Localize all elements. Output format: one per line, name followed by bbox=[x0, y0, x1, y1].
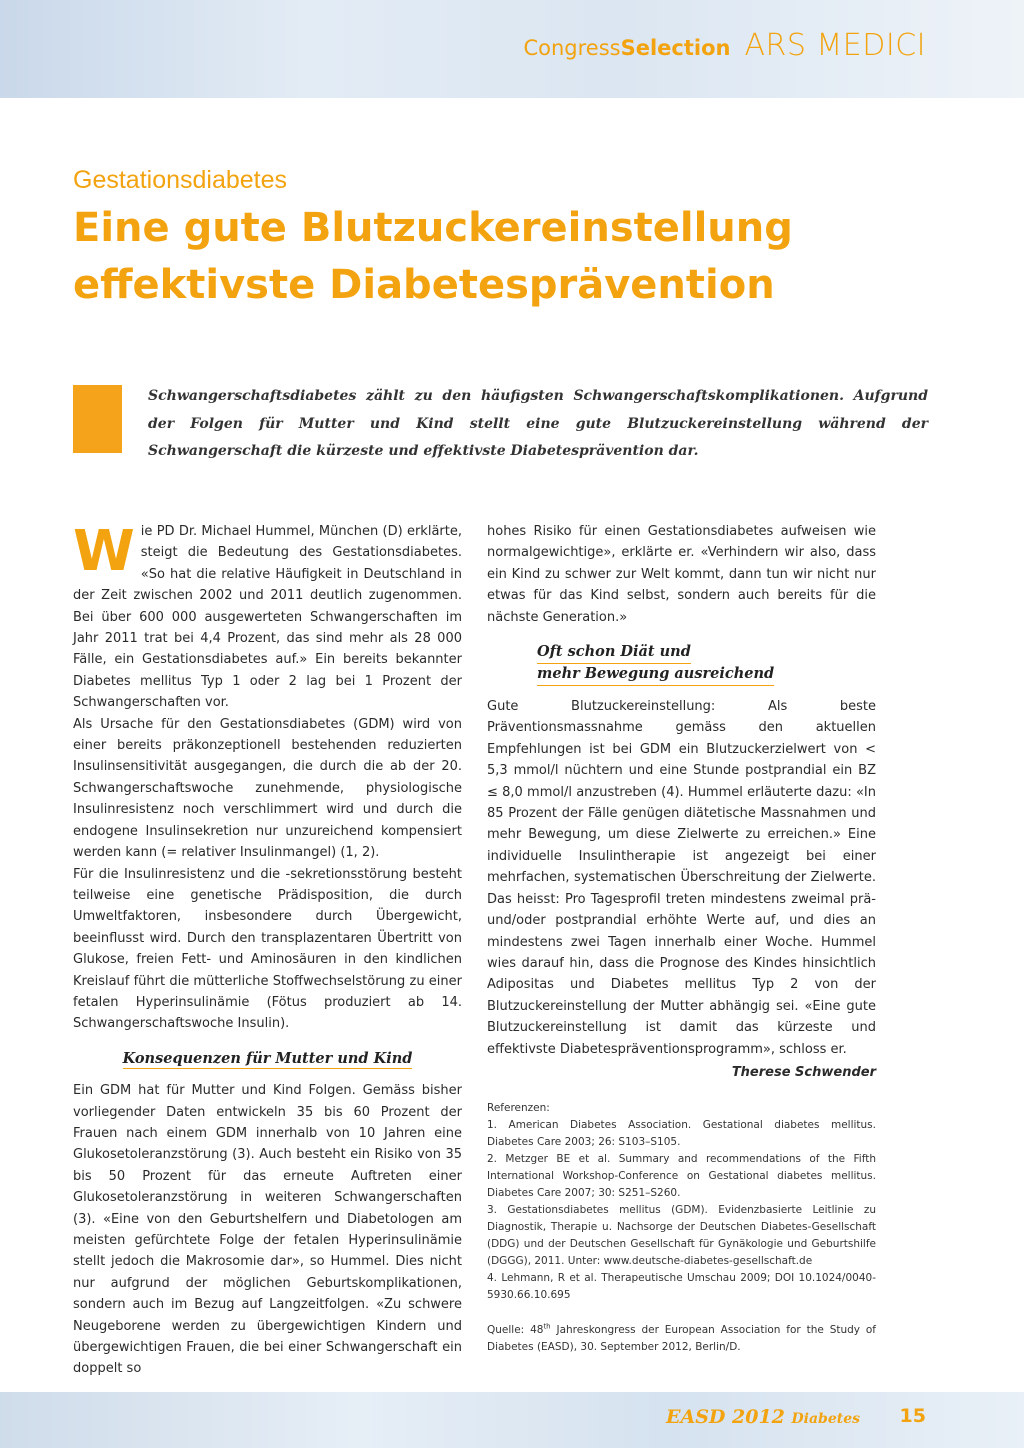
paragraph-intro: Wie PD Dr. Michael Hummel, München (D) erklärte, steigt die Bedeutung des Gestationsdiabetes. «So hat die relative Häufigkeit in Deutschland in der Zeit zwischen 2002 und 2011 deutlich zugenommen. Bei über 600 000 ausgewerteten Schwangerschaften im Jahr 2011 trat bei 4,4 Prozent, das sind mehr als 28 000 Fälle, ein Gestationsdiabetes auf.» Ein bereits bekannter Diabetes mellitus Typ 1 oder 2 lag bei 1 Prozent der Schwangerschaften vor. bbox=[73, 519, 462, 711]
references-heading: Referenzen: bbox=[487, 1102, 550, 1114]
paragraph-prevention: Gute Blutzuckereinstellung: Als beste Präventionsmassnahme gemäss den aktuellen Empfehlungen ist bei GDM ein Blutzuckerzielwert von < 5,3 mmol/l nüchtern und eine Stunde postprandial ein BZ ≤ 8,0 mmol/l anzustreben (4). Hummel erläuterte dazu: «In 85 Prozent der Fälle genügen diätetische Massnahmen und mehr Bewegung, um diese Zielwerte zu erreichen.» Eine individuelle Insulintherapie ist angezeigt bei einer mehrfachen, systematischen Überschreitung der Zielwerte. Das heisst: Pro Tagesprofil treten mindestens zweimal prä- und/oder postprandial erhöhte Werte auf, und dies an mindestens zwei Tagen innerhalb einer Woche. Hummel wies darauf hin, dass die Prognose des Kindes hinsichtlich Adipositas und Diabetes mellitus Typ 2 von der Blutzuckereinstellung der Mutter abhängig sei. «Eine gute Blutzuckereinstellung ist damit das kürzeste und effektivste Diabetespräventionsprogramm», schloss er. bbox=[487, 699, 876, 1057]
paragraph-resistance: Für die Insulinresistenz und die -sekretionsstörung besteht teilweise eine genetische Prädisposition, die durch Umweltfaktoren, insbesondere durch Übergewicht, beeinflusst wird. Durch den transplazentaren Übertritt von Glukose, freien Fett- und Aminosäuren in den kindlichen Kreislauf führt die mütterliche Stoffwechselstörung zu einer fetalen Hyperinsulinämie (Fötus produziert ab 14. Schwangerschaftswoche Insulin). bbox=[73, 866, 462, 1032]
headline-line-2: effektivste Diabetesprävention bbox=[73, 262, 775, 308]
author-name: Therese Schwender bbox=[731, 1064, 876, 1080]
reference-item: 1. American Diabetes Association. Gestational diabetes mellitus. Diabetes Care 2003; 26: S103–S105. bbox=[487, 1119, 876, 1148]
reference-item: 4. Lehmann, R et al. Therapeutische Umschau 2009; DOI 10.1024/0040-5930.66.10.695 bbox=[487, 1272, 876, 1301]
reference-item: 3. Gestationsdiabetes mellitus (GDM). Evidenzbasierte Leitlinie zu Diagnostik, Therapie u. Nachsorge der Deutschen Diabetes-Gesellschaft (DDG) und der Deutschen Gesellschaft für Gynäkologie und Geburtshilfe (DGGG), 2011. Unter: www.deutsche-diabetes-gesellschaft.de bbox=[487, 1204, 876, 1267]
subhead-consequences: Konsequenzen für Mutter und Kind bbox=[122, 1049, 413, 1067]
ars-medici-logo: ARS MEDICI bbox=[744, 28, 926, 63]
reference-item: 2. Metzger BE et al. Summary and recommendations of the Fifth International Workshop-Conference on Gestational diabetes mellitus. Diabetes Care 2007; 30: S251–S260. bbox=[487, 1153, 876, 1199]
right-column bbox=[487, 521, 876, 1083]
page-number: 15 bbox=[899, 1405, 926, 1427]
lead-marker-square bbox=[73, 385, 122, 453]
footer-issue: EASD 2012 Diabetes bbox=[665, 1406, 860, 1428]
footer-band bbox=[0, 1392, 1024, 1448]
subhead-diet: Oft schon Diät und mehr Bewegung ausreichend bbox=[487, 642, 876, 686]
congress-selection-label: CongressSelection bbox=[523, 36, 731, 60]
paragraph-cause: Als Ursache für den Gestationsdiabetes (GDM) wird von einer bereits präkonzeptionell bestehenden reduzierten Insulinsensitivität ausgegangen, die durch die ab der 20. Schwangerschaftswoche zunehmende, physiologische Insulinresistenz noch verschlimmert wird und durch die endogene Insulinsekretion nur unzureichend kompensiert werden kann (= relativer Insulinmangel) (1, 2). bbox=[73, 716, 462, 861]
drop-cap: W bbox=[73, 519, 135, 584]
references bbox=[487, 1100, 876, 1356]
left-column bbox=[73, 521, 462, 1380]
article-lead: Schwangerschaftsdiabetes zählt zu den häufigsten Schwangerschaftskomplikationen. Aufgrund der Folgen für Mutter und Kind stellt eine gute Blutzuckereinstellung während der Schwangerschaft die kürzeste und effektivste Diabetesprävention dar. bbox=[148, 388, 928, 459]
source-note: Quelle: 48th Jahreskongress der European Association for the Study of Diabetes (EASD), 30. September 2012, Berlin/D. bbox=[487, 1322, 876, 1353]
paragraph-consequences: Ein GDM hat für Mutter und Kind Folgen. Gemäss bisher vorliegender Daten entwickeln 35 bis 60 Prozent der Frauen nach einem GDM innerhalb von 10 Jahren eine Glukosetoleranzstörung (3). Auch besteht ein Risiko von 35 bis 50 Prozent für das erneute Auftreten einer Glukosetoleranzstörung in weiteren Schwangerschaften (3). «Eine von den Geburtshelfern und Diabetologen am meisten gefürchtete Folge der fetalen Hyperinsulinämie stellt jedoch die Makrosomie dar», so Hummel. Dies nicht nur aufgrund der möglichen Geburtskomplikationen, sondern auch im Bezug auf Langzeitfolgen. «Zu schwere Neugeborene werden zu übergewichtigen Kindern und übergewichtigen Frauen, die bei einer Schwangerschaft ein doppelt so bbox=[73, 1083, 462, 1377]
header-brand bbox=[523, 28, 926, 62]
headline-line-1: Eine gute Blutzuckereinstellung bbox=[73, 205, 793, 251]
article-headline bbox=[73, 200, 953, 314]
article-kicker: Gestationsdiabetes bbox=[73, 166, 288, 194]
paragraph-continuation: hohes Risiko für einen Gestationsdiabetes aufweisen wie normalgewichtige», erklärte er. «Verhindern wir also, dass ein Kind zu schwer zur Welt kommt, dann tun wir nicht nur etwas für das Kind selbst, sondern auch bereits für die nächste Generation.» bbox=[487, 524, 876, 625]
